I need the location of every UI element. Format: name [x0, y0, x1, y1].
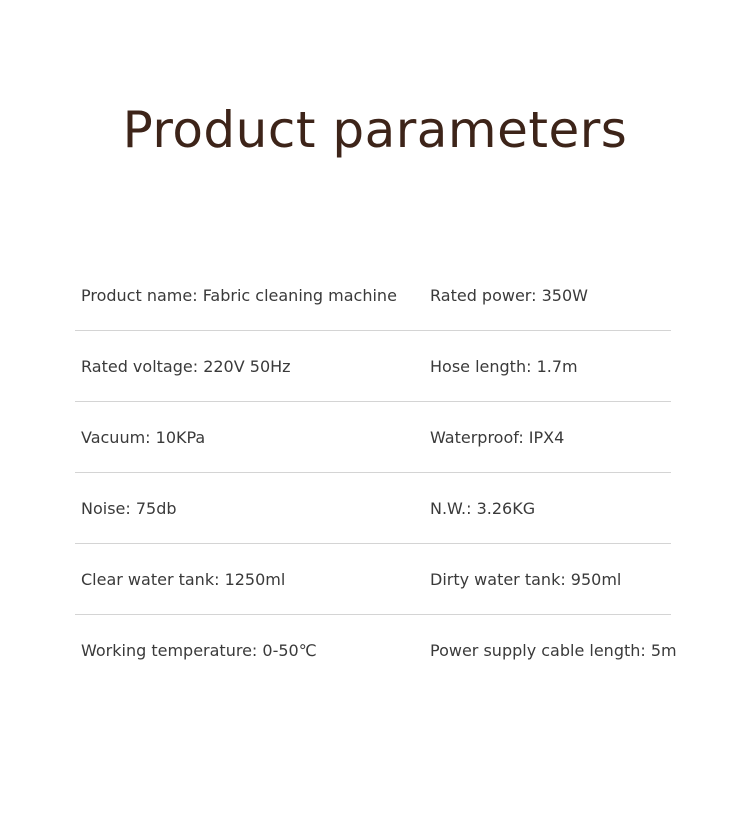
- parameter-row: [75, 473, 671, 544]
- parameter-row: [75, 331, 671, 402]
- parameter-row: [75, 402, 671, 473]
- parameter-product-name: Product name: Fabric cleaning machine: [81, 286, 397, 305]
- page-title: Product parameters: [122, 101, 628, 159]
- parameter-net-weight: N.W.: 3.26KG: [430, 499, 536, 518]
- parameter-row: [75, 615, 677, 685]
- parameter-row: [75, 544, 671, 615]
- parameter-row: [75, 260, 671, 331]
- parameter-waterproof: Waterproof: IPX4: [430, 428, 565, 447]
- parameter-dirty-water-tank: Dirty water tank: 950ml: [430, 570, 622, 589]
- parameter-cable-length: Power supply cable length: 5m: [430, 641, 677, 660]
- parameter-hose-length: Hose length: 1.7m: [430, 357, 578, 376]
- parameter-rated-power: Rated power: 350W: [430, 286, 588, 305]
- parameter-vacuum: Vacuum: 10KPa: [81, 428, 206, 447]
- parameters-table: [75, 260, 677, 685]
- parameter-working-temperature: Working temperature: 0-50℃: [81, 641, 317, 660]
- parameter-rated-voltage: Rated voltage: 220V 50Hz: [81, 357, 291, 376]
- parameter-noise: Noise: 75db: [81, 499, 177, 518]
- parameter-clear-water-tank: Clear water tank: 1250ml: [81, 570, 286, 589]
